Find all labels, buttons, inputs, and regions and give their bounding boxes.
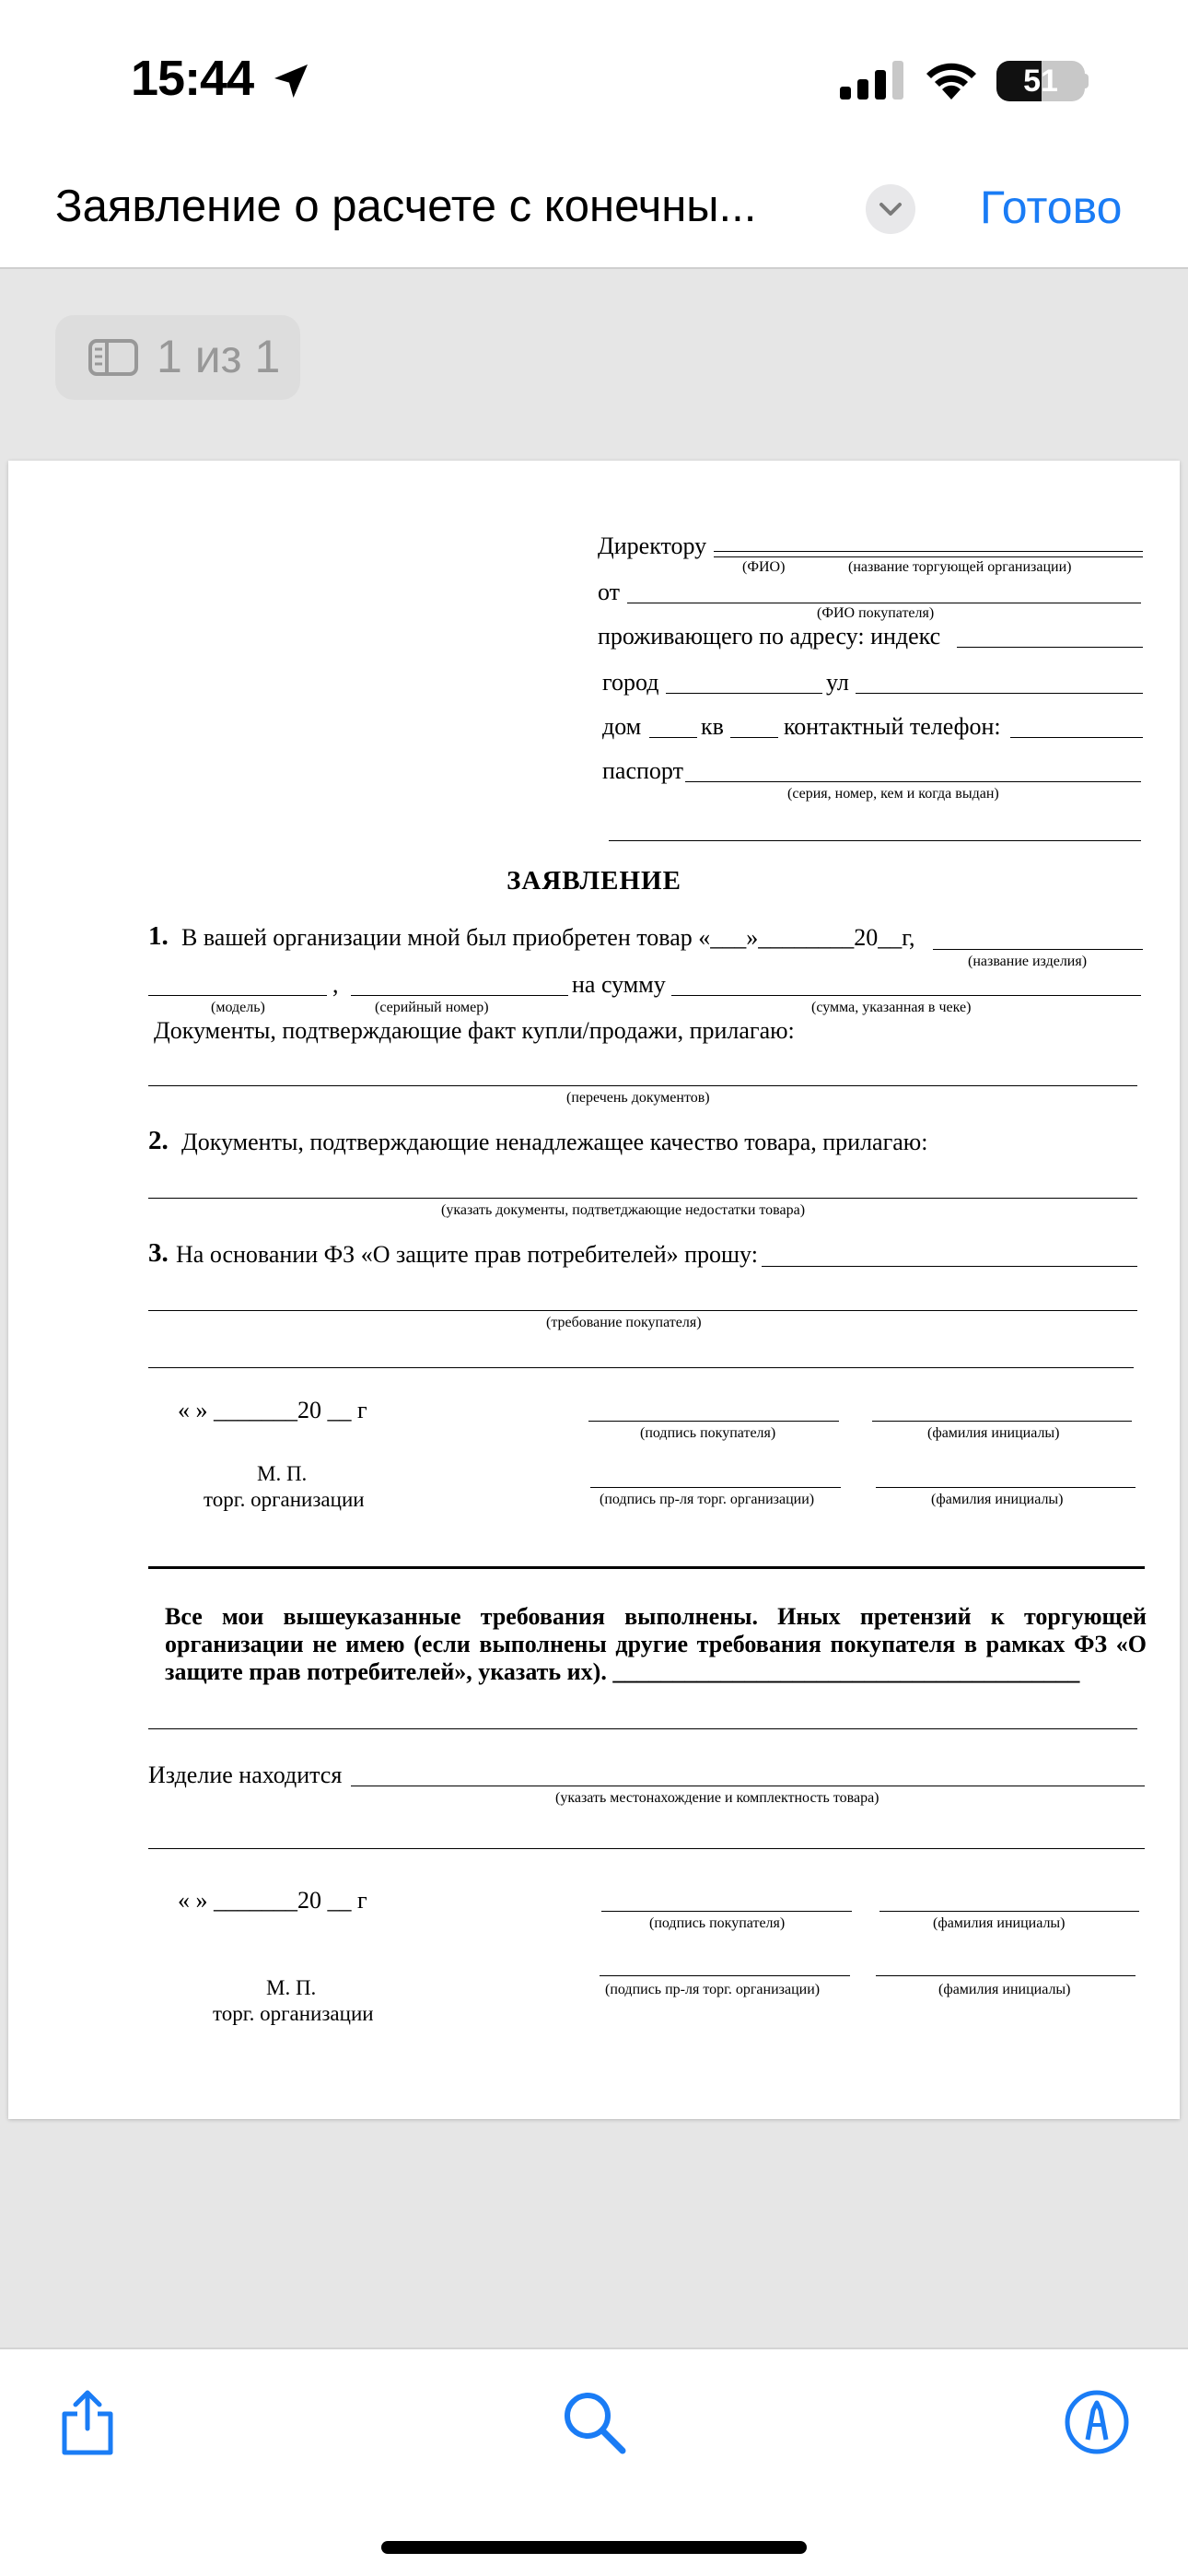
- org-hint: (название торгующей организации): [848, 559, 1072, 575]
- org-label-2: торг. организации: [213, 2002, 374, 2025]
- blank-line: [600, 1975, 850, 1976]
- title-menu-button[interactable]: [866, 184, 915, 234]
- blank-line: [856, 693, 1143, 694]
- search-icon[interactable]: [560, 2388, 628, 2456]
- home-indicator[interactable]: [381, 2541, 807, 2554]
- buyer-sign-hint: (подпись покупателя): [640, 1425, 776, 1441]
- apartment-label: кв: [701, 713, 724, 740]
- passport-hint: (серия, номер, кем и когда выдан): [787, 786, 999, 802]
- blank-line: [148, 995, 327, 996]
- blank-line: [933, 949, 1143, 950]
- address-label: проживающего по адресу: индекс: [598, 623, 941, 650]
- initials-hint-4: (фамилия инициалы): [938, 1982, 1071, 1997]
- blank-line: [148, 1310, 1137, 1311]
- street-label: ул: [826, 669, 849, 696]
- battery-tip: [1083, 74, 1089, 88]
- item-location-label: Изделие находится: [148, 1762, 343, 1788]
- item-2-text: Документы, подтверждающие ненадлежащее качество товара, прилагаю:: [181, 1129, 928, 1155]
- org-label: торг. организации: [204, 1488, 365, 1511]
- blank-line: [762, 1266, 1137, 1267]
- location-arrow-icon: [269, 59, 313, 103]
- markup-icon[interactable]: [1063, 2388, 1131, 2456]
- blank-line: [148, 1198, 1137, 1199]
- quality-docs-hint: (указать документы, подтветджающие недостатки товара): [441, 1202, 806, 1218]
- chevron-down-icon: [878, 198, 903, 220]
- blank-line: [148, 1367, 1134, 1368]
- document-page: [8, 461, 1180, 2119]
- from-label: от: [598, 579, 621, 605]
- blank-line: [590, 1487, 841, 1488]
- blank-line: [588, 1421, 839, 1422]
- purchase-docs-text: Документы, подтверждающие факт купли/продажи, прилагаю:: [154, 1017, 795, 1044]
- item-2-number: 2.: [148, 1126, 169, 1155]
- item-1-text: В вашей организации мной был приобретен товар «___»________20__г,: [181, 924, 915, 951]
- org-sign-hint-2: (подпись пр-ля торг. организации): [605, 1982, 821, 1997]
- blank-line: [351, 995, 568, 996]
- comma: ,: [332, 971, 339, 998]
- share-icon[interactable]: [53, 2388, 122, 2456]
- battery-icon: [996, 61, 1085, 101]
- buyer-hint: (ФИО покупателя): [817, 605, 935, 621]
- director-label: Директору: [598, 533, 707, 559]
- section-divider: [148, 1566, 1145, 1569]
- blank-line: [685, 781, 1141, 782]
- blank-line: [876, 1975, 1136, 1976]
- city-label: город: [602, 669, 659, 696]
- blank-line: [879, 1911, 1139, 1912]
- product-hint: (название изделия): [968, 954, 1088, 969]
- phone-label: контактный телефон:: [784, 713, 1001, 740]
- battery-level: 51: [1023, 64, 1058, 99]
- item-3-text: На основании ФЗ «О защите прав потребителей» прошу:: [176, 1241, 758, 1268]
- page-indicator-label: 1 из 1: [157, 331, 281, 382]
- blank-line: [148, 1085, 1137, 1086]
- blank-line: [1010, 737, 1143, 738]
- blank-line: [730, 737, 778, 738]
- wifi-icon: [923, 57, 980, 101]
- sidebar-icon: [88, 339, 138, 376]
- page-indicator[interactable]: [55, 315, 300, 400]
- blank-line: [876, 1487, 1136, 1488]
- item-1-number: 1.: [148, 921, 169, 951]
- passport-label: паспорт: [602, 757, 683, 784]
- fio-hint: (ФИО): [742, 559, 786, 575]
- initials-hint-2: (фамилия инициалы): [931, 1492, 1064, 1507]
- house-label: дом: [602, 713, 642, 740]
- requirement-hint: (требование покупателя): [546, 1315, 702, 1330]
- blank-line: [666, 693, 822, 694]
- buyer-sign-hint-2: (подпись покупателя): [649, 1915, 786, 1931]
- blank-line: [714, 556, 1143, 557]
- initials-hint: (фамилия инициалы): [927, 1425, 1060, 1441]
- item-3-number: 3.: [148, 1238, 169, 1268]
- org-sign-hint: (подпись пр-ля торг. организации): [600, 1492, 815, 1507]
- claims-fulfilled-statement: Все мои вышеуказанные требования выполнены. Иных претензий к торгующей организации не имею (если выполнены другие требования покупателя в рамках ФЗ «О защите прав потребителей», указать их). _______________________________________: [165, 1603, 1147, 1685]
- blank-line: [872, 1421, 1132, 1422]
- document-title: Заявление о расчете с конечны...: [55, 181, 757, 231]
- status-time: 15:44: [131, 51, 254, 106]
- initials-hint-3: (фамилия инициалы): [933, 1915, 1066, 1931]
- date-field-2: « » _______20 __ г: [178, 1887, 367, 1914]
- statement-heading: ЗАЯВЛЕНИЕ: [507, 866, 681, 896]
- blank-line: [148, 1728, 1137, 1729]
- blank-line: [671, 995, 1141, 996]
- blank-line: [714, 551, 1143, 552]
- sum-hint: (сумма, указанная в чеке): [811, 1000, 972, 1015]
- blank-line: [649, 737, 697, 738]
- blank-line: [148, 1848, 1145, 1849]
- docs-hint: (перечень документов): [566, 1090, 710, 1106]
- cellular-signal-icon: [840, 61, 904, 100]
- stamp-label-2: М. П.: [266, 1976, 317, 1999]
- serial-hint: (серийный номер): [375, 1000, 489, 1015]
- date-field: « » _______20 __ г: [178, 1397, 367, 1423]
- top-bar: [0, 0, 1188, 269]
- blank-line: [609, 840, 1141, 841]
- done-button[interactable]: Готово: [980, 181, 1123, 233]
- item-location-hint: (указать местонахождение и комплектность товара): [555, 1790, 879, 1806]
- blank-line: [601, 1911, 852, 1912]
- sum-label: на сумму: [572, 971, 666, 998]
- blank-line: [957, 647, 1143, 648]
- model-hint: (модель): [211, 1000, 265, 1015]
- stamp-label: М. П.: [257, 1462, 308, 1485]
